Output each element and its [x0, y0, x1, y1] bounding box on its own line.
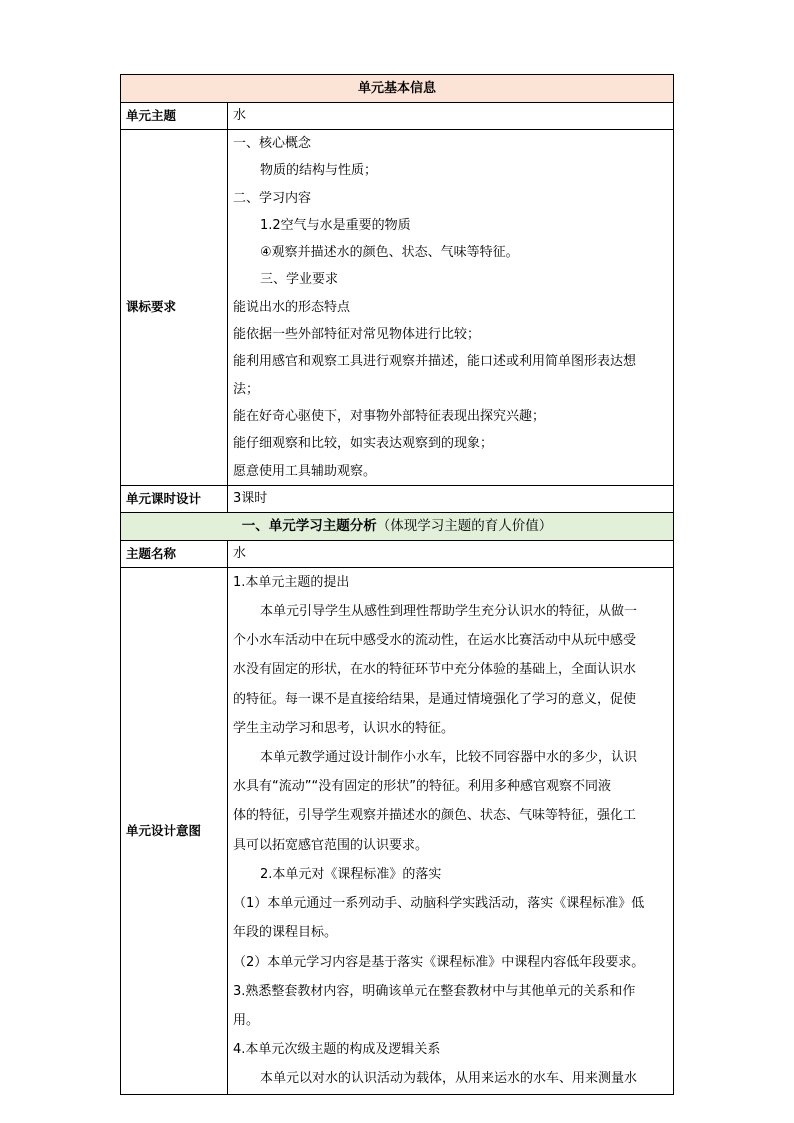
topic-name-label: 主题名称 — [121, 540, 228, 567]
intent-line: 的特征。每一课不是直接给结果，是通过情境强化了学习的意义，促使 — [233, 691, 637, 707]
design-intent-row — [121, 567, 674, 1094]
standard-line: 三、学业要求 — [260, 272, 339, 288]
standard-line: 能利用感官和观察工具进行观察并描述，能口述或利用简单图形表达想 — [233, 354, 637, 370]
hours-row — [121, 485, 674, 512]
intent-line: 具可以拓宽感官范围的认识要求。 — [233, 837, 429, 853]
unit-info-table — [120, 74, 674, 1095]
intent-line: 3.熟悉整套教材内容，明确该单元在整套教材中与其他单元的关系和作 — [233, 983, 636, 999]
standard-line: 二、学习内容 — [233, 190, 312, 206]
topic-name-value: 水 — [228, 540, 674, 567]
standard-line: 能仔细观察和比较，如实表达观察到的现象； — [233, 436, 494, 452]
standard-line: 能在好奇心驱使下，对事物外部特征表现出探究兴趣； — [233, 408, 546, 424]
intent-line: 年段的课程目标。 — [233, 925, 338, 941]
hours-label: 单元课时设计 — [121, 485, 228, 512]
standard-content — [228, 130, 674, 486]
intent-line: 学生主动学习和思考，认识水的特征。 — [233, 720, 455, 736]
theme-label: 单元主题 — [121, 103, 228, 130]
standard-line: 法； — [233, 381, 260, 397]
design-intent-content — [228, 567, 674, 1094]
basic-info-header: 单元基本信息 — [121, 75, 674, 103]
intent-line: 2.本单元对《课程标准》的落实 — [260, 866, 442, 882]
design-intent-label: 单元设计意图 — [121, 567, 228, 1094]
intent-line: 水没有固定的形状，在水的特征环节中充分体验的基础上，全面认识水 — [233, 662, 637, 678]
standard-line: 能说出水的形态特点 — [233, 299, 351, 315]
topic-name-row — [121, 540, 674, 567]
intent-line: 本单元以对水的认识活动为载体，从用来运水的水车、用来测量水 — [260, 1071, 638, 1087]
intent-line: 1.本单元主题的提出 — [233, 574, 350, 590]
intent-line: 本单元引导学生从感性到理性帮助学生充分认识水的特征，从做一 — [260, 604, 638, 620]
intent-line: 用。 — [233, 1012, 260, 1028]
hours-value: 3课时 — [228, 485, 674, 512]
standard-row — [121, 130, 674, 486]
intent-line: 4.本单元次级主题的构成及逻辑关系 — [233, 1042, 441, 1058]
analysis-header-title: 一、单元学习主题分析 — [241, 518, 377, 535]
standard-line: ④观察并描述水的颜色、状态、气味等特征。 — [260, 245, 519, 261]
standard-line: 1.2空气与水是重要的物质 — [260, 217, 411, 233]
analysis-header — [121, 512, 674, 540]
intent-line: 体的特征，引导学生观察并描述水的颜色、状态、气味等特征，强化工 — [233, 808, 637, 824]
intent-line: 本单元教学通过设计制作小水车，比较不同容器中水的多少，认识 — [260, 750, 638, 766]
theme-row — [121, 103, 674, 130]
unit-info-document — [120, 74, 673, 1095]
analysis-header-note: （体现学习主题的育人价值） — [376, 518, 553, 535]
theme-value: 水 — [228, 103, 674, 130]
intent-line: （2）本单元学习内容是基于落实《课程标准》中课程内容低年段要求。 — [233, 954, 645, 970]
standard-line: 能依据一些外部特征对常见物体进行比较； — [233, 327, 481, 343]
basic-info-header-row — [121, 75, 674, 103]
standard-label: 课标要求 — [121, 130, 228, 486]
standard-line: 物质的结构与性质； — [260, 163, 378, 179]
standard-line: 一、核心概念 — [233, 136, 312, 151]
standard-line: 愿意使用工具辅助观察。 — [233, 463, 377, 479]
intent-line: （1）本单元通过一系列动手、动脑科学实践活动，落实《课程标准》低 — [233, 896, 645, 912]
intent-line: 水具有“流动”“没有固定的形状”的特征。利用多种感官观察不同液 — [233, 779, 611, 795]
analysis-header-row — [121, 512, 674, 540]
intent-line: 个小水车活动中在玩中感受水的流动性，在运水比赛活动中从玩中感受 — [233, 633, 637, 649]
